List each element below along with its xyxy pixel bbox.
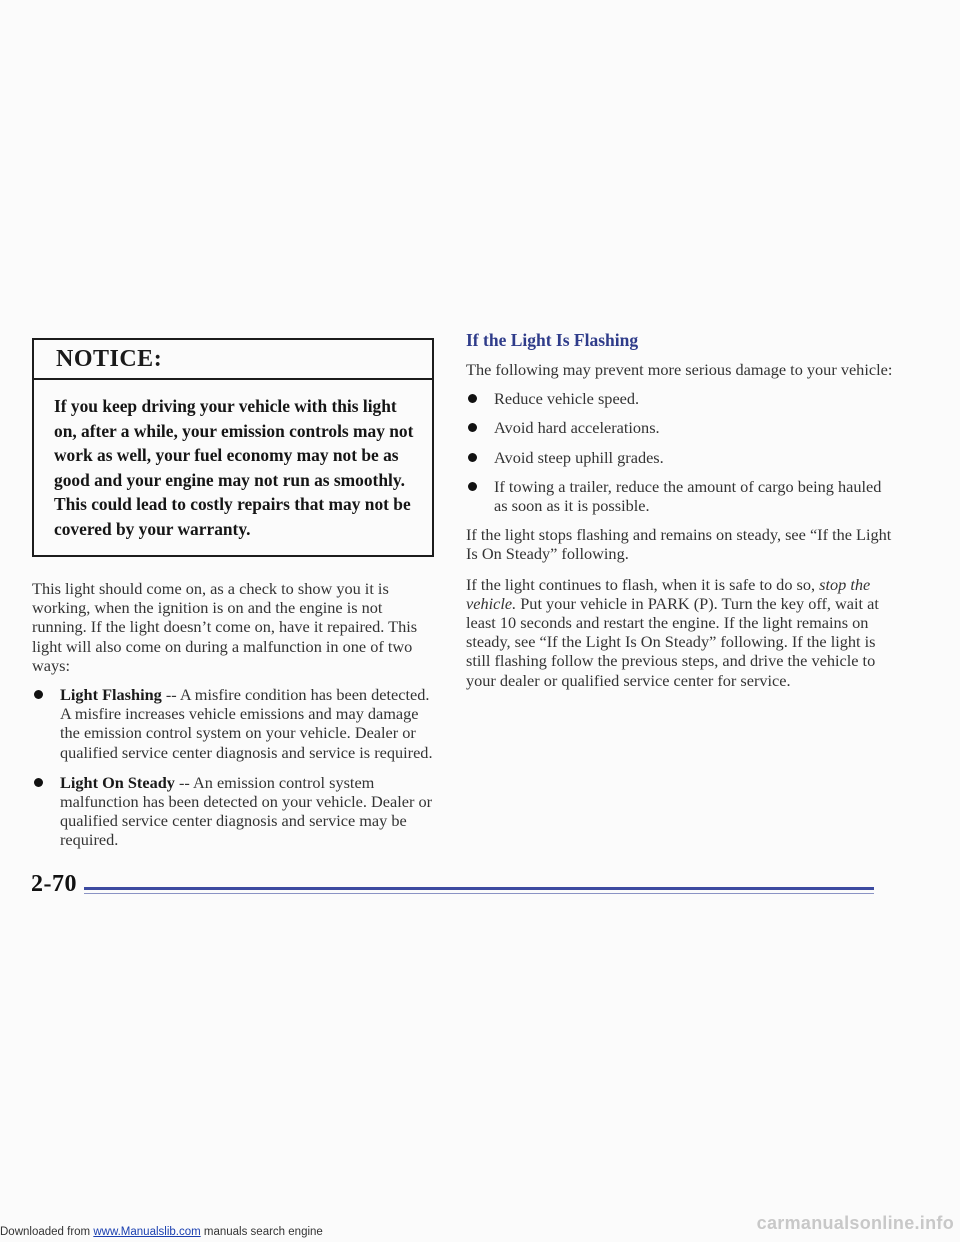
download-suffix: manuals search engine: [200, 1226, 323, 1238]
footer-rule: [84, 887, 874, 890]
list-item-term: Light On Steady: [60, 772, 175, 792]
list-item: [32, 773, 434, 850]
list-item: [466, 389, 896, 408]
footer-rule-thin: [84, 893, 874, 894]
bullet-icon: [468, 453, 477, 462]
bullet-icon: [34, 778, 43, 787]
download-prefix: Downloaded from: [0, 1226, 94, 1238]
bullet-icon: [468, 394, 477, 403]
list-item-text: Avoid hard accelerations.: [494, 418, 660, 438]
list-item-text: -- An emission control system malfunction has been detected on your vehicle. Dealer or qualified service center diagnosis and service may be required.: [60, 772, 433, 850]
bullet-icon: [468, 482, 477, 491]
flash-paragraph-emphasis: stop the vehicle.: [466, 574, 871, 613]
download-bar: [0, 1226, 323, 1238]
list-item: [466, 477, 896, 515]
list-item: [32, 685, 434, 762]
list-item: [466, 418, 896, 437]
malfunction-list: [32, 685, 434, 850]
notice-body: If you keep driving your vehicle with this light on, after a while, your emission controls may not work as well, your fuel economy may not be as good and your engine may not run as smoothly. This could lead to costly repairs that may not be covered by your warranty.: [54, 396, 414, 539]
list-item: [466, 448, 896, 467]
intro-paragraph: This light should come on, as a check to show you it is working, when the ignition is on and the engine is not running. If the light doesn’t come on, have it repaired. This light will also come on during a malfunction in one of two ways:: [32, 579, 418, 675]
flash-paragraph-start: If the light continues to flash, when it is safe to do so,: [466, 574, 820, 594]
notice-heading: NOTICE:: [34, 340, 432, 380]
flash-paragraph: [466, 575, 896, 690]
list-item-term: Light Flashing: [60, 685, 162, 705]
section-intro: The following may prevent more serious damage to your vehicle:: [466, 360, 893, 379]
list-item-text: Avoid steep uphill grades.: [494, 447, 664, 467]
manualslib-link[interactable]: www.Manualslib.com: [93, 1226, 201, 1238]
notice-box: [32, 338, 434, 557]
bullet-icon: [34, 690, 43, 699]
list-item-text: If towing a trailer, reduce the amount of cargo being hauled as soon as it is possible.: [494, 476, 882, 516]
page-number: 2-70: [31, 871, 77, 897]
action-list: [466, 389, 896, 515]
right-column: [466, 330, 896, 690]
watermark: carmanualsonline.info: [756, 1213, 954, 1233]
section-title: If the Light Is Flashing: [466, 330, 639, 350]
steady-paragraph: If the light stops flashing and remains on steady, see “If the Light Is On Steady” following.: [466, 525, 892, 564]
bullet-icon: [468, 423, 477, 432]
flash-paragraph-end: Put your vehicle in PARK (P). Turn the key off, wait at least 10 seconds and restart the engine. If the light remains on steady, see “If the Light Is On Steady” following. If the light is still flashing follow the previous steps, and drive the vehicle to your dealer or qualified service center for service.: [466, 593, 879, 690]
left-column: [32, 338, 434, 850]
list-item-text: -- A misfire condition has been detected. A misfire increases vehicle emissions and may damage the emission control system on your vehicle. Dealer or qualified service center diagnosis and service is required.: [60, 685, 433, 762]
list-item-text: Reduce vehicle speed.: [494, 389, 640, 409]
